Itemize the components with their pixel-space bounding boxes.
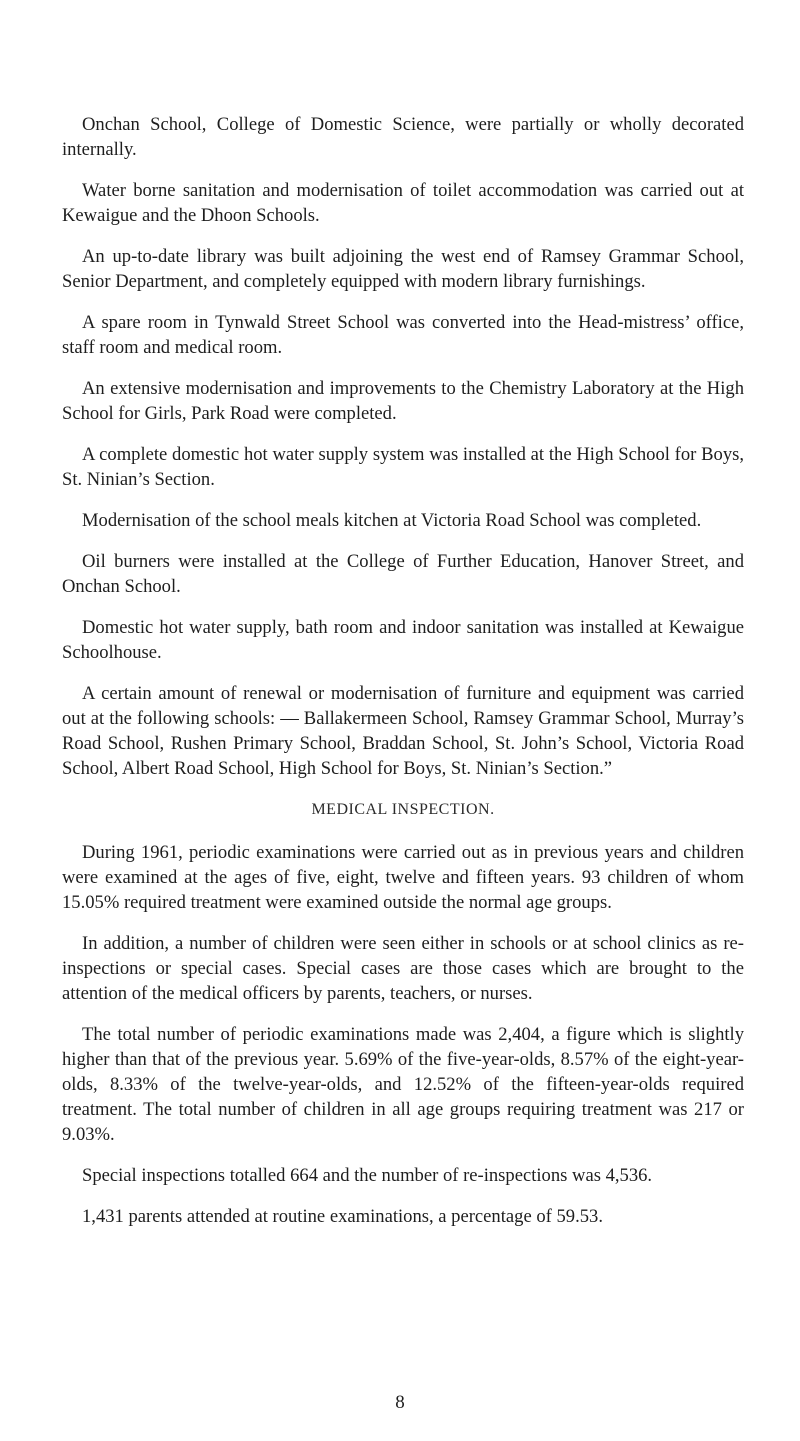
section-heading-medical-inspection: MEDICAL INSPECTION. [311,801,495,818]
paragraph-sanitation: Water borne sanitation and modernisation of toilet accommodation was carried out at Kewaigue and the Dhoon Schools. [62,180,744,226]
page-number: 8 [395,1392,405,1413]
paragraph-oil-burners: Oil burners were installed at the College of Further Education, Hanover Street, and Onchan School. [62,551,744,597]
paragraph-examination-totals: The total number of periodic examinations made was 2,404, a figure which is slightly higher than that of the previous year. 5.69% of the five-year-olds, 8.57% of the eight-year-olds, 8.33% of the twelve-year-olds, and 12.52% of the fifteen-year-olds required treatment. The total number of children in all age groups requiring treatment was 217 or 9.03%. [62,1024,744,1145]
paragraph-library: An up-to-date library was built adjoining the west end of Ramsey Grammar School, Senior Department, and completely equipped with modern library furnishings. [62,246,744,292]
paragraph-special-inspections: Special inspections totalled 664 and the number of re-inspections was 4,536. [82,1165,653,1186]
paragraph-furniture-renewal: A certain amount of renewal or modernisation of furniture and equipment was carried out at the following schools: — Ballakermeen School, Ramsey Grammar School, Murray’s Road School, Rushen Primary School, Braddan School, St. John’s School, Victoria Road School, Albert Road School, High School for Boys, St. Ninian’s Section.” [62,683,744,779]
paragraph-school-meals-kitchen: Modernisation of the school meals kitchen at Victoria Road School was completed. [82,510,702,531]
paragraph-kewaigue-schoolhouse: Domestic hot water supply, bath room and indoor sanitation was installed at Kewaigue Schoolhouse. [62,617,744,663]
paragraph-periodic-examinations: During 1961, periodic examinations were carried out as in previous years and children were examined at the ages of five, eight, twelve and fifteen years. 93 children of whom 15.05% required treatment were examined outside the normal age groups. [62,842,744,913]
paragraph-special-cases: In addition, a number of children were seen either in schools or at school clinics as re-inspections or special cases. Special cases are those cases which are brought to the attention of the medical officers by parents, teachers, or nurses. [62,933,744,1004]
paragraph-parents-attendance: 1,431 parents attended at routine examinations, a percentage of 59.53. [82,1206,603,1227]
paragraph-tynwald-street: A spare room in Tynwald Street School was converted into the Head-mistress’ office, staff room and medical room. [62,312,744,358]
document-page [62,112,744,1245]
paragraph-chemistry-laboratory: An extensive modernisation and improvements to the Chemistry Laboratory at the High School for Girls, Park Road were completed. [62,378,744,424]
paragraph-hot-water-boys: A complete domestic hot water supply system was installed at the High School for Boys, St. Ninian’s Section. [62,444,744,490]
paragraph-decoration: Onchan School, College of Domestic Science, were partially or wholly decorated internally. [62,114,744,160]
